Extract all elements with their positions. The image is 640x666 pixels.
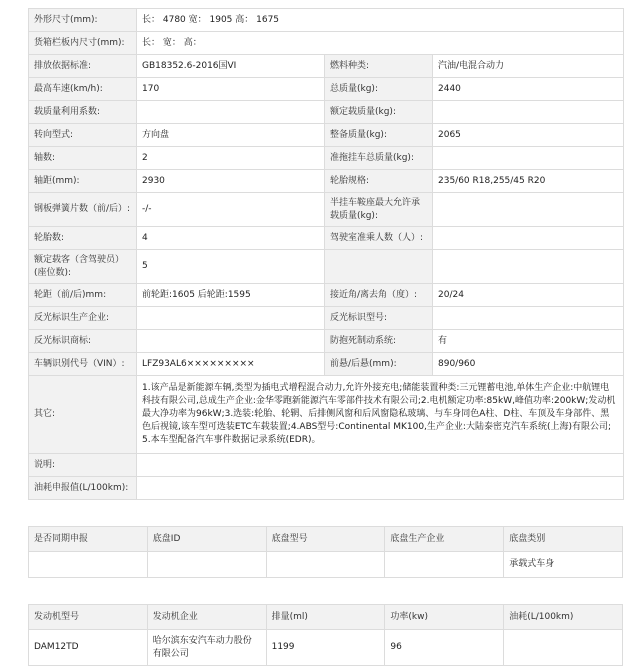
chassis-header: 底盘类别: [504, 527, 623, 552]
spec-label: 载质量利用系数:: [29, 101, 137, 124]
spec-value: 5: [137, 250, 325, 284]
spec-value: 2065: [433, 124, 624, 147]
cargo-label: 货箱栏板内尺寸(mm):: [29, 32, 137, 55]
spec-label: 轴数:: [29, 147, 137, 170]
engine-header: 油耗(L/100km): [504, 605, 623, 630]
spec-label: 总质量(kg):: [325, 78, 433, 101]
engine-cell: 1199: [266, 630, 385, 666]
fuel-label: 油耗申报值(L/100km):: [29, 477, 137, 500]
spec-label: 燃料种类:: [325, 55, 433, 78]
spec-row-note: [29, 454, 624, 477]
dims-value: 长： 4780 宽： 1905 高： 1675: [137, 9, 624, 32]
spec-row: [29, 284, 624, 307]
spec-value: 20/24: [433, 284, 624, 307]
chassis-cell: [147, 552, 266, 578]
chassis-header: 底盘ID: [147, 527, 266, 552]
spec-label: 轴距(mm):: [29, 170, 137, 193]
spec-label: 半挂车鞍座最大允许承载质量(kg):: [325, 193, 433, 227]
spec-row: [29, 227, 624, 250]
spec-label: 前悬/后悬(mm):: [325, 353, 433, 376]
spec-value: 235/60 R18,255/45 R20: [433, 170, 624, 193]
chassis-table: [28, 526, 623, 578]
engine-header-row: [29, 605, 623, 630]
spec-label: 轮距（前/后)mm:: [29, 284, 137, 307]
spec-value: [433, 193, 624, 227]
engine-cell: DAM12TD: [29, 630, 148, 666]
note-value: [137, 454, 624, 477]
spec-label: 轮胎数:: [29, 227, 137, 250]
spec-label: 排放依据标准:: [29, 55, 137, 78]
spec-label: 驾驶室准乘人数（人）:: [325, 227, 433, 250]
spec-table: [28, 8, 624, 500]
engine-row: [29, 630, 623, 666]
spec-row-other: [29, 376, 624, 454]
spec-row: [29, 78, 624, 101]
chassis-header: 底盘型号: [266, 527, 385, 552]
spec-value: [137, 307, 325, 330]
spec-label: 整备质量(kg):: [325, 124, 433, 147]
spec-label: 接近角/离去角（度）:: [325, 284, 433, 307]
spec-value: 前轮距:1605 后轮距:1595: [137, 284, 325, 307]
spec-value: 170: [137, 78, 325, 101]
spec-row: [29, 124, 624, 147]
chassis-cell: [385, 552, 504, 578]
spec-value: GB18352.6-2016国VI: [137, 55, 325, 78]
spec-value: 2440: [433, 78, 624, 101]
spec-label: 反光标识商标:: [29, 330, 137, 353]
spec-value: 有: [433, 330, 624, 353]
spec-row-cargo: [29, 32, 624, 55]
spec-row: [29, 193, 624, 227]
spec-label: 额定载质量(kg):: [325, 101, 433, 124]
chassis-cell: [29, 552, 148, 578]
spec-label: 防抱死制动系统:: [325, 330, 433, 353]
spec-value: [433, 227, 624, 250]
chassis-header: 是否同期申报: [29, 527, 148, 552]
spec-value: 2: [137, 147, 325, 170]
spec-value: [433, 250, 624, 284]
spec-value: [137, 330, 325, 353]
chassis-header-row: [29, 527, 623, 552]
spec-value: [433, 147, 624, 170]
spec-row-fuel: [29, 477, 624, 500]
spec-label: 车辆识别代号（VIN）:: [29, 353, 137, 376]
chassis-cell: 承载式车身: [504, 552, 623, 578]
chassis-cell: [266, 552, 385, 578]
spec-label: 准拖挂车总质量(kg):: [325, 147, 433, 170]
cargo-value: 长： 宽： 高：: [137, 32, 624, 55]
spec-label: 反光标识生产企业:: [29, 307, 137, 330]
spec-value: 890/960: [433, 353, 624, 376]
spec-label: [325, 250, 433, 284]
engine-header: 排量(ml): [266, 605, 385, 630]
engine-header: 发动机企业: [147, 605, 266, 630]
spec-row: [29, 101, 624, 124]
other-label: 其它:: [29, 376, 137, 454]
spec-row: [29, 55, 624, 78]
note-label: 说明:: [29, 454, 137, 477]
spec-value: 2930: [137, 170, 325, 193]
spec-label: 最高车速(km/h):: [29, 78, 137, 101]
spec-row: [29, 147, 624, 170]
spec-value: -/-: [137, 193, 325, 227]
spec-value: LFZ93AL6×××××××××: [137, 353, 325, 376]
spec-value: 汽油/电混合动力: [433, 55, 624, 78]
engine-header: 发动机型号: [29, 605, 148, 630]
spec-value: 方向盘: [137, 124, 325, 147]
vehicle-spec-document: [28, 8, 623, 666]
engine-cell: [504, 630, 623, 666]
engine-header: 功率(kw): [385, 605, 504, 630]
spec-row: [29, 330, 624, 353]
other-value: 1.该产品是新能源车辆,类型为插电式增程混合动力,允许外接充电;储能装置种类:三元锂蓄电池,单体生产企业:中航锂电科技有限公司,总成生产企业:金华零跑新能源汽车零部件技术有限公司;2.电机额定功率:85kW,峰值功率:200kW;发动机最大净功率为96kW;3.选装:轮胎、轮辋、后排侧风窗和后风窗隐私玻璃、与车身同色A柱、D柱、车顶及车身部件、黑色后视镜,该车型可选装ETC车载装置;4.ABS型号:Continental MK100,生产企业:大陆泰密克汽车系统(上海)有限公司;5.本车型配备汽车事件数据记录系统(EDR)。: [137, 376, 624, 454]
engine-cell: 哈尔滨东安汽车动力股份有限公司: [147, 630, 266, 666]
spec-value: [433, 307, 624, 330]
spec-label: 反光标识型号:: [325, 307, 433, 330]
spec-value: 4: [137, 227, 325, 250]
spec-row: [29, 307, 624, 330]
spec-row: [29, 170, 624, 193]
engine-table: [28, 604, 623, 666]
spec-row: [29, 353, 624, 376]
spec-label: 轮胎规格:: [325, 170, 433, 193]
engine-cell: 96: [385, 630, 504, 666]
spec-label: 额定载客（含驾驶员）(座位数):: [29, 250, 137, 284]
chassis-row: [29, 552, 623, 578]
spec-label: 钢板弹簧片数（前/后）:: [29, 193, 137, 227]
spec-value: [433, 101, 624, 124]
spec-row-dims: [29, 9, 624, 32]
dims-label: 外形尺寸(mm):: [29, 9, 137, 32]
chassis-header: 底盘生产企业: [385, 527, 504, 552]
spec-label: 转向型式:: [29, 124, 137, 147]
spec-value: [137, 101, 325, 124]
spec-row: [29, 250, 624, 284]
fuel-value: [137, 477, 624, 500]
